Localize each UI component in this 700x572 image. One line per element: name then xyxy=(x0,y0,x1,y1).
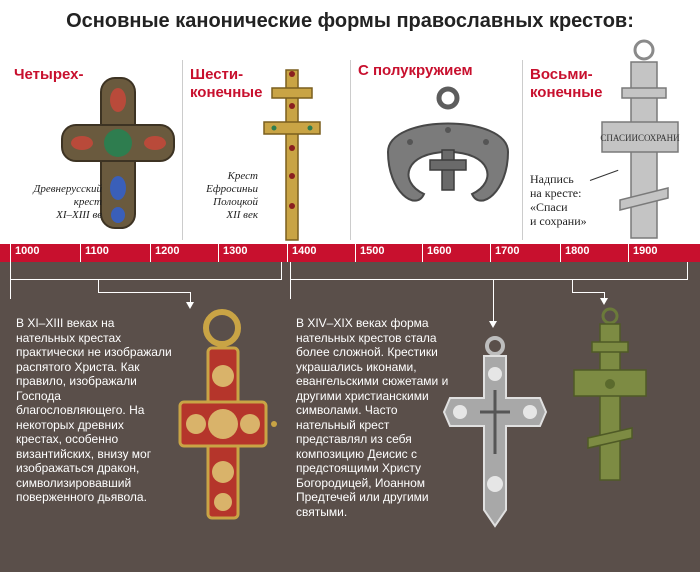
enamel-cross-image xyxy=(176,306,286,524)
range-bracket-xiv-xix xyxy=(290,262,688,280)
year-label: 1200 xyxy=(155,245,180,257)
year-label: 1100 xyxy=(85,245,109,257)
arrow-down-icon xyxy=(600,298,608,305)
eight-pointed-cross-image xyxy=(600,36,680,242)
timeline-bar xyxy=(0,244,700,262)
inscription-note: Надпись на кресте: «Спаси и сохрани» xyxy=(530,172,587,228)
section-heading-four: Четырех- xyxy=(14,66,84,83)
silver-crucifix-image xyxy=(440,334,550,530)
section-heading-eight: Восьми- конечные xyxy=(530,66,603,101)
section-divider xyxy=(182,60,183,240)
crescent-cross-image xyxy=(380,82,520,232)
section-heading-crescent: С полукружием xyxy=(358,62,473,79)
arrow-down-icon xyxy=(489,321,497,328)
year-label: 1000 xyxy=(15,245,40,257)
year-label: 1700 xyxy=(495,245,520,257)
six-pointed-cross-image xyxy=(262,66,322,244)
range-bracket-xi-xiii xyxy=(10,262,282,280)
caption-four: Древнерусский крест XI–XIII вв xyxy=(33,183,102,221)
year-label: 1600 xyxy=(427,245,452,257)
cross-inscription-text: СПАСИИСОХРАНИ xyxy=(600,133,680,143)
section-divider xyxy=(350,60,351,240)
section-divider xyxy=(522,60,523,240)
lower-left-text: В XI–XIII веках на нательных крестах практически не изображали распятого Христа. Как правило, изображали Господа благословляющего. На некоторых древних крестах, особенно византийских, внизу мог изображаться дракон, символизировавший поверженного дьявола. xyxy=(16,316,172,504)
page-title: Основные канонические формы православных крестов: xyxy=(66,10,634,32)
lower-right-text: В XIV–XIX веках форма нательных крестов стала более сложной. Крестики украшались иконами, евангельскими сюжетами и другими христианскими символами. Часто нательный крест представлял из себя композицию Деисис с предстоящими Христу Богородицей, Иоанном Предтечей или другими святыми. xyxy=(296,316,449,519)
year-label: 1800 xyxy=(565,245,590,257)
year-label: 1900 xyxy=(633,245,658,257)
year-label: 1300 xyxy=(223,245,248,257)
year-label: 1400 xyxy=(292,245,317,257)
caption-six: Крест Ефросиньи Полоцкой XII век xyxy=(206,170,258,221)
section-heading-six: Шести- конечные xyxy=(190,66,263,101)
year-label: 1500 xyxy=(360,245,385,257)
bronze-cross-image xyxy=(570,306,650,486)
